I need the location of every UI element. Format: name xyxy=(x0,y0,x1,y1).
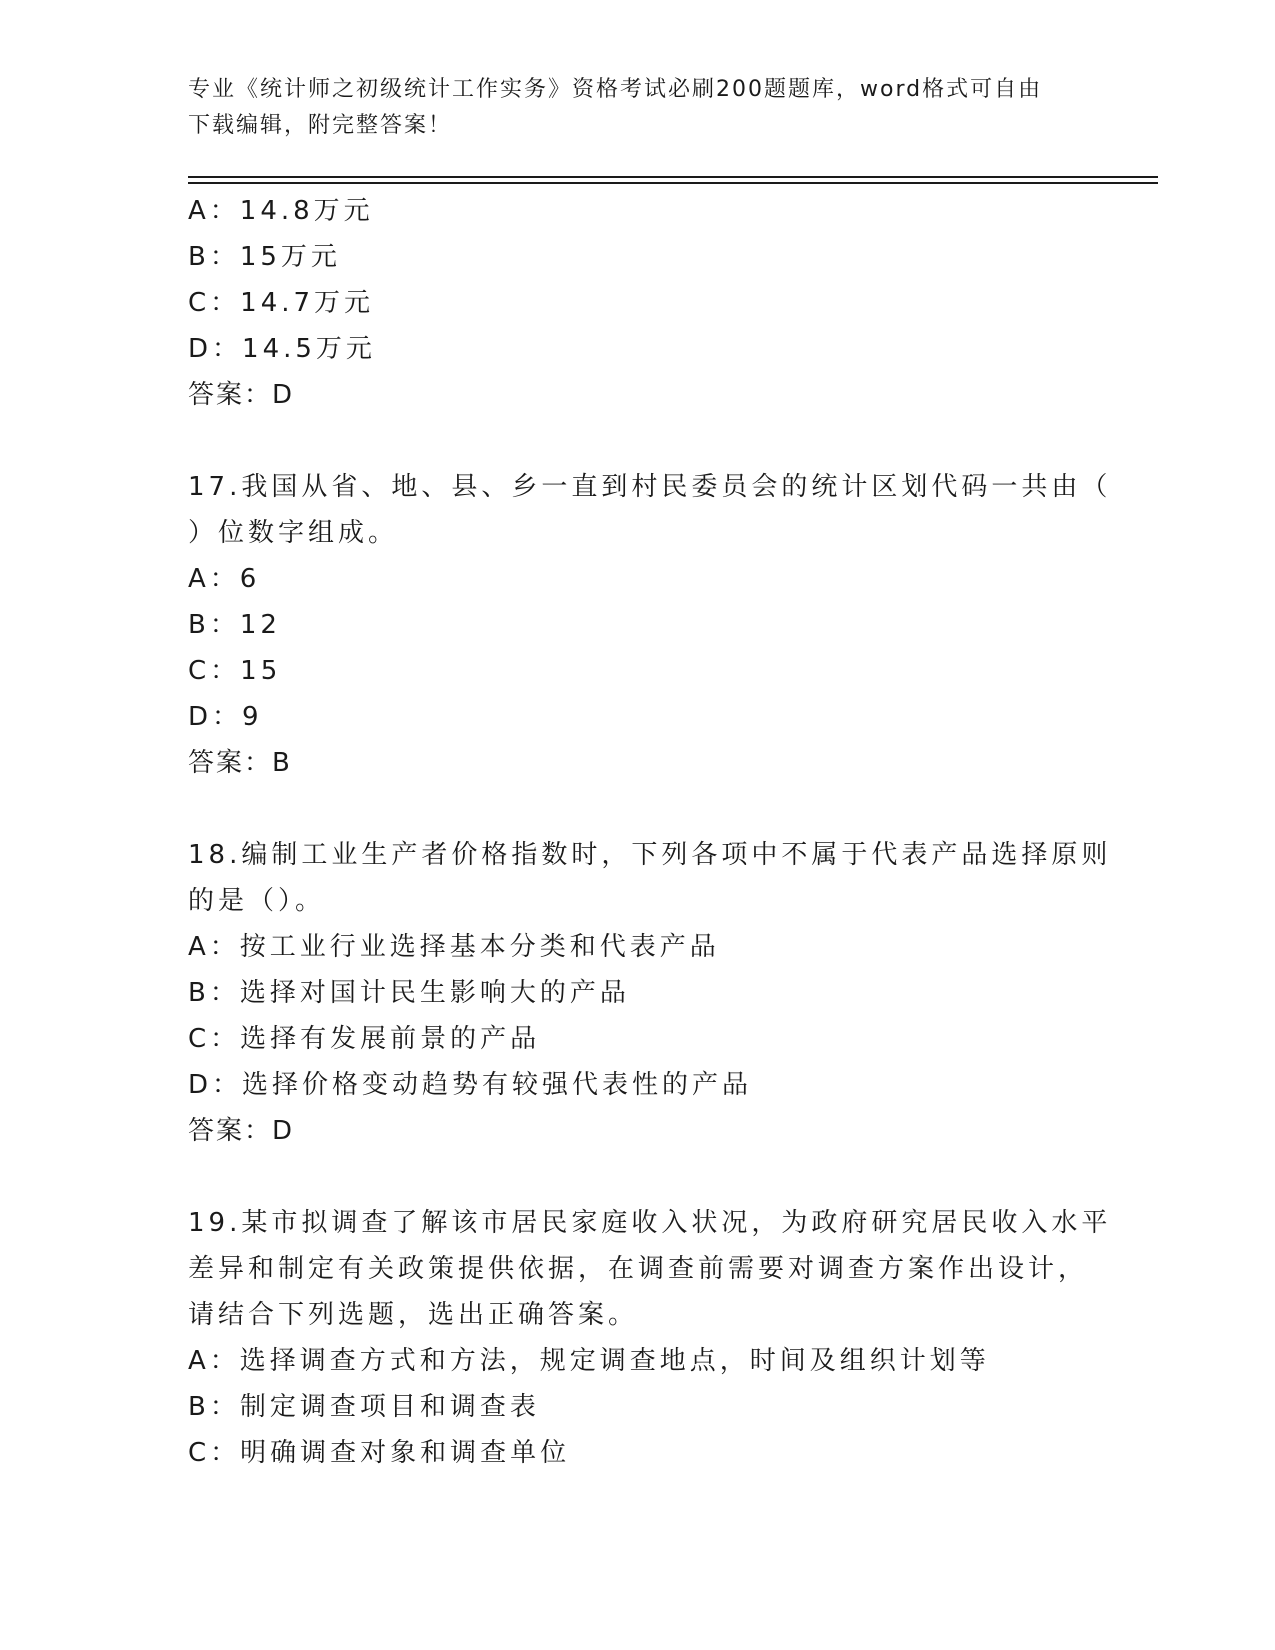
document-header xyxy=(188,72,1068,144)
option-a: A：选择调查方式和方法，规定调查地点，时间及组织计划等 xyxy=(188,1346,990,1376)
question-text-line: 的是（）。 xyxy=(188,886,326,916)
option-d: D：选择价格变动趋势有较强代表性的产品 xyxy=(188,1070,753,1100)
question-text-line: 17.我国从省、地、县、乡一直到村民委员会的统计区划代码一共由（ xyxy=(188,472,1112,502)
question-text-line: ）位数字组成。 xyxy=(188,518,399,548)
option-b: B：15万元 xyxy=(188,242,341,272)
question-text-line: 19.某市拟调查了解该市居民家庭收入状况，为政府研究居民收入水平 xyxy=(188,1208,1112,1238)
option-c: C：选择有发展前景的产品 xyxy=(188,1024,541,1054)
header-line-2: 下载编辑，附完整答案！ xyxy=(188,113,453,138)
question-17 xyxy=(188,464,1112,786)
question-19 xyxy=(188,1200,1112,1476)
option-b: B：选择对国计民生影响大的产品 xyxy=(188,978,630,1008)
answer-line: 答案：D xyxy=(188,1116,295,1146)
option-b: B：制定调查项目和调查表 xyxy=(188,1392,540,1422)
answer-line: 答案：D xyxy=(188,380,295,410)
question-text-line: 请结合下列选题，选出正确答案。 xyxy=(188,1300,639,1330)
header-line-1: 专业《统计师之初级统计工作实务》资格考试必刷200题题库，word格式可自由 xyxy=(188,77,1043,102)
option-d: D：9 xyxy=(188,702,263,732)
question-list xyxy=(188,188,1112,1476)
answer-line: 答案：B xyxy=(188,748,292,778)
option-c: C：15 xyxy=(188,656,282,686)
header-rule-top xyxy=(188,176,1158,178)
question-16 xyxy=(188,188,1088,418)
header-rule-bottom xyxy=(188,182,1158,184)
option-d: D：14.5万元 xyxy=(188,334,376,364)
question-18 xyxy=(188,832,1112,1154)
option-c: C：明确调查对象和调查单位 xyxy=(188,1438,571,1468)
option-b: B：12 xyxy=(188,610,281,640)
option-a: A：按工业行业选择基本分类和代表产品 xyxy=(188,932,720,962)
option-a: A：6 xyxy=(188,564,261,594)
option-c: C：14.7万元 xyxy=(188,288,375,318)
question-text-line: 18.编制工业生产者价格指数时，下列各项中不属于代表产品选择原则 xyxy=(188,840,1112,870)
option-a: A：14.8万元 xyxy=(188,196,374,226)
question-text-line: 差异和制定有关政策提供依据，在调查前需要对调查方案作出设计， xyxy=(188,1254,1089,1284)
